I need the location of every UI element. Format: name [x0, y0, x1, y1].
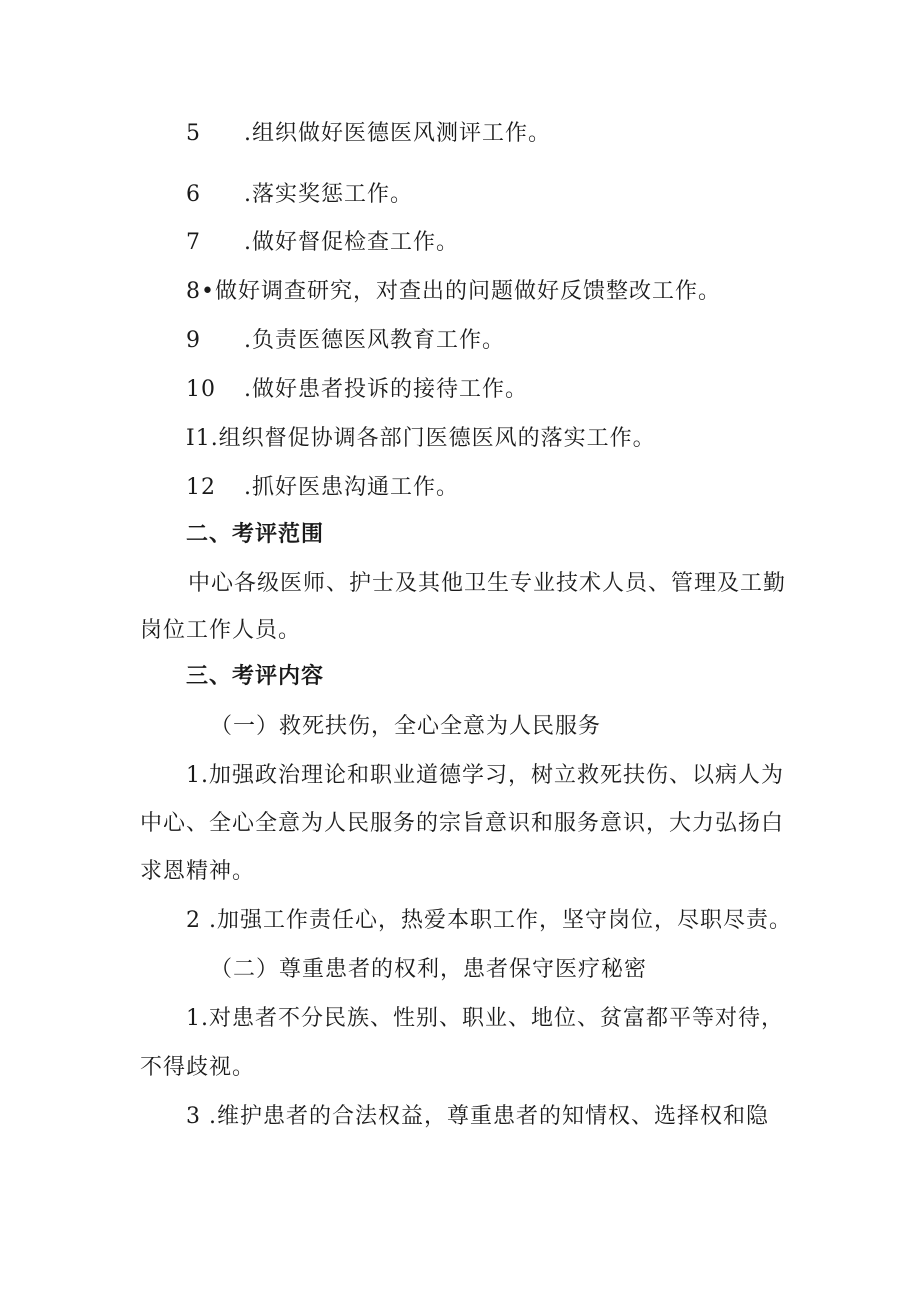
paragraph-line: 1.加强政治理论和职业道德学习，树立救死扶伤、以病人为: [186, 763, 784, 788]
paragraph-line: 1.对患者不分民族、性别、职业、地位、贫富都平等对待，: [186, 1006, 784, 1031]
paragraph-line: 2 .加强工作责任心，热爱本职工作，坚守岗位，尽职尽责。: [186, 908, 792, 933]
list-item-text: 8•做好调查研究，对查出的问题做好反馈整改工作。: [186, 279, 721, 304]
list-item-text: .做好督促检查工作。: [244, 230, 459, 255]
list-item-number: 5: [186, 121, 201, 146]
paragraph-line: 岗位工作人员。: [140, 618, 302, 643]
section-heading: 二、考评范围: [186, 522, 325, 547]
list-item: [186, 425, 656, 453]
paragraph-line: 不得歧视。: [140, 1055, 256, 1080]
list-item: [186, 181, 413, 209]
list-item-number: 10: [186, 377, 216, 402]
list-item-number: 9: [186, 328, 201, 353]
list-item-text: .抓好医患沟通工作。: [244, 475, 459, 500]
list-item-number: 6: [186, 182, 201, 207]
list-item: [186, 229, 459, 257]
list-item: [186, 474, 459, 502]
list-item: [186, 376, 528, 404]
list-item-text: I1.组织督促协调各部门医德医风的落实工作。: [186, 426, 656, 451]
paragraph-line: 中心各级医师、护士及其他卫生专业技术人员、管理及工勤: [188, 571, 787, 596]
subsection-heading: （一）救死扶伤，全心全意为人民服务: [210, 714, 602, 739]
paragraph-line: 求恩精神。: [140, 859, 256, 884]
paragraph-line: 3 .维护患者的合法权益，尊重患者的知情权、选择权和隐: [186, 1104, 769, 1129]
list-item: [186, 327, 505, 355]
list-item-text: .做好患者投诉的接待工作。: [244, 377, 528, 402]
section-heading: 三、考评内容: [186, 664, 325, 689]
list-item-text: .组织做好医德医风测评工作。: [244, 121, 551, 146]
subsection-heading: （二）尊重患者的权利，患者保守医疗秘密: [210, 957, 648, 982]
list-item-number: 7: [186, 230, 201, 255]
list-item: [186, 278, 721, 306]
list-item-text: .负责医德医风教育工作。: [244, 328, 505, 353]
list-item-text: .落实奖惩工作。: [244, 182, 413, 207]
list-item: [186, 120, 551, 148]
paragraph-line: 中心、全心全意为人民服务的宗旨意识和服务意识，大力弘扬白: [140, 811, 785, 836]
list-item-number: 12: [186, 475, 216, 500]
